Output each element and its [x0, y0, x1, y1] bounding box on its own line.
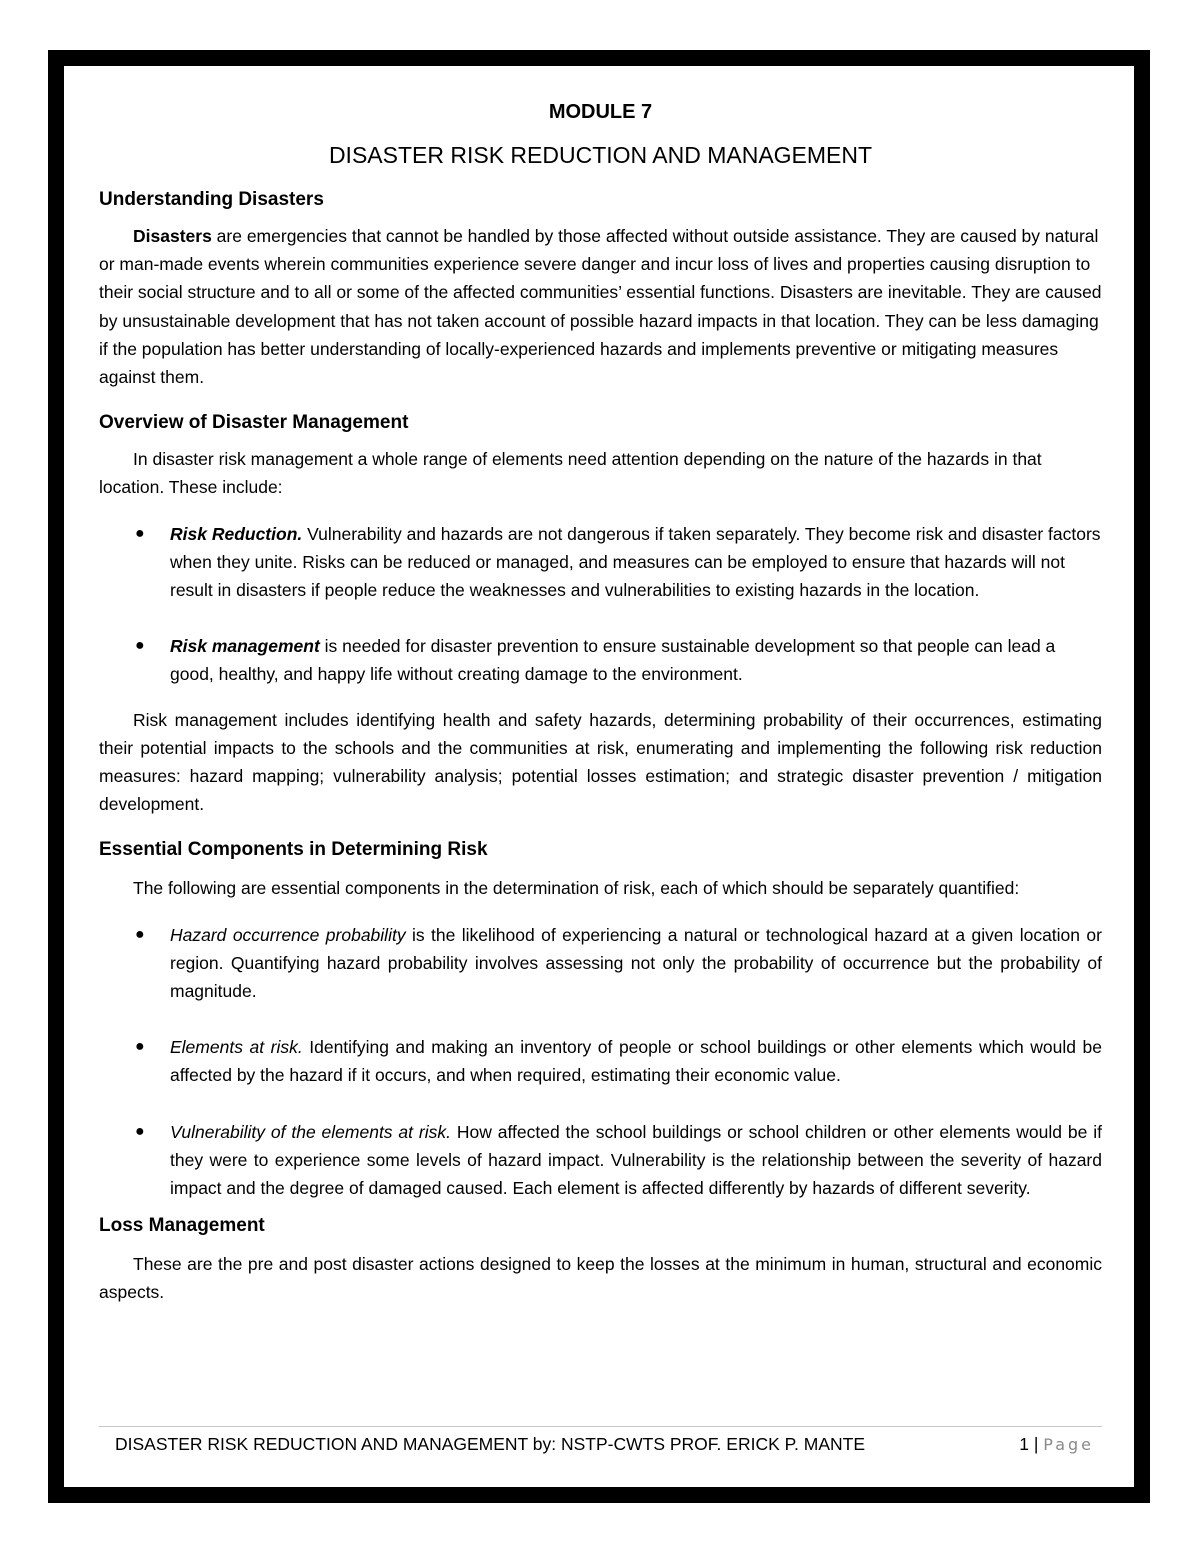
paragraph-loss-management: These are the pre and post disaster actions designed to keep the losses at the minimum in human, structural and economic aspects. — [99, 1254, 1102, 1303]
paragraph-components-intro: The following are essential components in the determination of risk, each of which should be separately quantified: — [133, 878, 1020, 899]
heading-overview-disaster-management: Overview of Disaster Management — [99, 412, 409, 434]
term-risk-management: Risk management — [170, 636, 320, 657]
list-item — [99, 632, 1102, 688]
page-number: 1 — [1019, 1434, 1029, 1454]
heading-loss-management: Loss Management — [99, 1215, 265, 1237]
list-risk-components — [99, 921, 1102, 1203]
document-title: DISASTER RISK REDUCTION AND MANAGEMENT — [328, 142, 873, 168]
list-item-text: is the likelihood of experiencing a natural or technological hazard at a given location or region. Quantifying hazard probability involves assessing not only the probability of occurrence but the probability of magnitude. — [170, 924, 1102, 1002]
page-separator: | — [1033, 1434, 1039, 1454]
list-item — [99, 1033, 1102, 1089]
document-body — [99, 98, 1102, 1307]
list-disaster-management-elements — [99, 520, 1102, 689]
bullet-icon: ● — [135, 1038, 145, 1056]
bullet-icon: ● — [135, 925, 145, 943]
bullet-icon: ● — [135, 1122, 145, 1140]
paragraph-disasters-text: are emergencies that cannot be handled by those affected without outside assistance. They are caused by natural or man-made events wherein communities experience severe danger and incur loss of lives and properties causing disruption to their social structure and to all or some of the affected communities’ essential functions. Disasters are inevitable. They are caused by unsustainable development that has not taken account of possible hazard impacts in that location. They can be less damaging if the population has better understanding of locally-experienced hazards and implements preventive or mitigating measures against them. — [99, 226, 1102, 388]
paragraph-risk-management: Risk management includes identifying health and safety hazards, determining probability of their occurrences, estimating their potential impacts to the schools and the communities at risk, enumerating and implementing the following risk reduction measures: hazard mapping; vulnerability analysis; potential losses estimation; and strategic disaster prevention / mitigation development. — [99, 709, 1102, 815]
paragraph-disasters — [99, 222, 1102, 391]
list-item — [99, 520, 1102, 605]
list-item-text: How affected the school buildings or school children or other elements would be if they were to experience some levels of hazard impact. Vulnerability is the relationship between the severity of hazard impact and the degree of damaged caused. Each element is affected differently by hazards of different severity. — [170, 1121, 1102, 1199]
list-item-text: Identifying and making an inventory of people or school buildings or other elements which would be affected by the hazard if it occurs, and when required, estimating their economic value. — [170, 1037, 1102, 1086]
term-risk-reduction: Risk Reduction. — [170, 523, 303, 544]
term-elements-at-risk: Elements at risk. — [170, 1037, 303, 1058]
term-disasters: Disasters — [133, 226, 212, 246]
bullet-icon: ● — [135, 637, 145, 655]
heading-understanding-disasters: Understanding Disasters — [99, 189, 324, 210]
page-label: Page — [1043, 1435, 1094, 1454]
term-hazard-occurrence-probability: Hazard occurrence probability — [170, 924, 406, 945]
bullet-icon: ● — [135, 524, 145, 542]
term-vulnerability-elements-at-risk: Vulnerability of the elements at risk. — [170, 1121, 451, 1142]
list-item-text: is needed for disaster prevention to ensure sustainable development so that people can lead a good, healthy, and happy life without creating damage to the environment. — [170, 636, 1056, 685]
footer-text: DISASTER RISK REDUCTION AND MANAGEMENT by: NSTP-CWTS PROF. ERICK P. MANTE — [115, 1434, 866, 1454]
footer-page-number — [1019, 1434, 1094, 1455]
list-item-text: Vulnerability and hazards are not dangerous if taken separately. They become risk and disaster factors when they unite. Risks can be reduced or managed, and measures can be employed to ensure that hazards will not result in disasters if people reduce the weaknesses and vulnerabilities to existing hazards in the location. — [170, 523, 1101, 601]
page-footer — [99, 1426, 1102, 1454]
list-item — [99, 921, 1102, 1006]
list-item — [99, 1118, 1102, 1203]
heading-essential-components: Essential Components in Determining Risk — [99, 839, 488, 861]
paragraph-overview-intro: In disaster risk management a whole range of elements need attention depending on the nature of the hazards in that location. These include: — [99, 449, 1042, 498]
module-label: MODULE 7 — [548, 101, 653, 123]
